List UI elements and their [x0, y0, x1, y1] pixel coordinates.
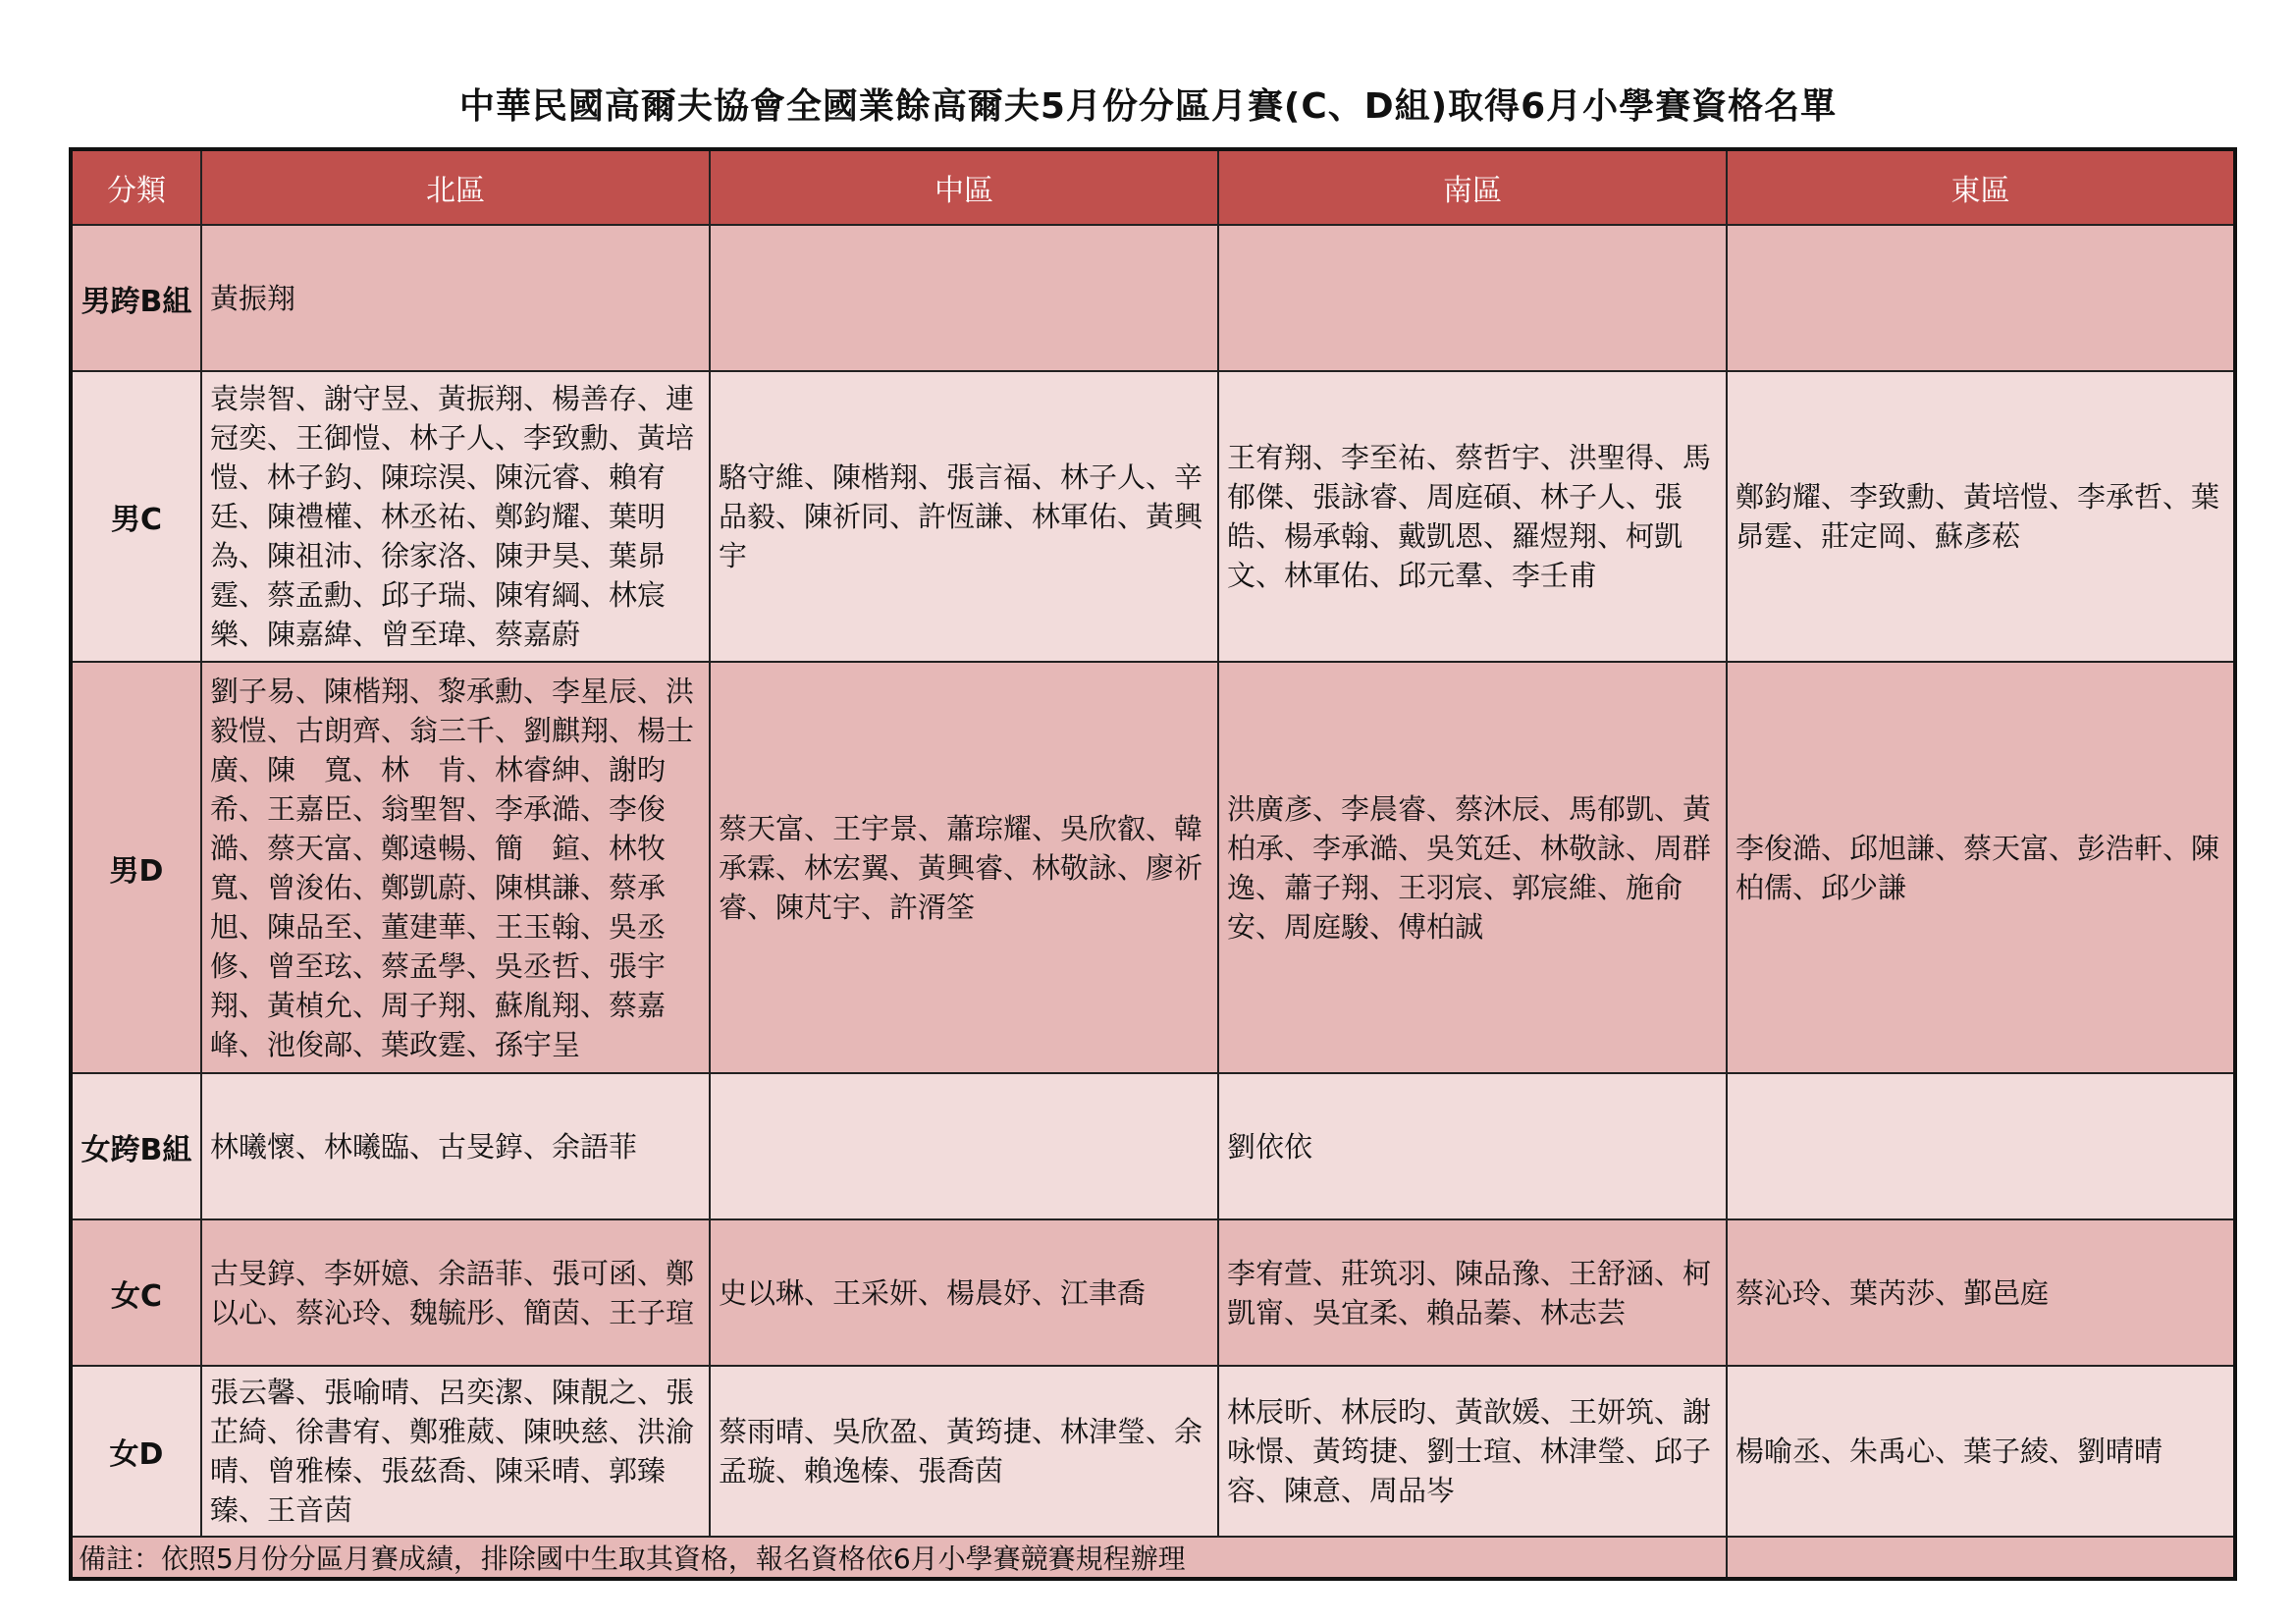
- east-cell: 鄭鈞耀、李致勳、黃培愷、李承哲、葉昴霆、莊定岡、蘇彥菘: [1727, 371, 2235, 662]
- east-cell: 楊喻丞、朱禹心、葉子綾、劉晴晴: [1727, 1366, 2235, 1537]
- header-south: 南區: [1218, 149, 1727, 225]
- central-cell: 蔡雨晴、吳欣盈、黃筠捷、林津瑩、余孟璇、賴逸榛、張喬茵: [710, 1366, 1218, 1537]
- category-cell: 女D: [71, 1366, 201, 1537]
- header-east: 東區: [1727, 149, 2235, 225]
- header-category: 分類: [71, 149, 201, 225]
- table-row: [71, 371, 2235, 662]
- south-cell: [1218, 225, 1727, 371]
- south-cell: 劉依依: [1218, 1073, 1727, 1219]
- east-cell: 李俊澔、邱旭謙、蔡天富、彭浩軒、陳柏儒、邱少謙: [1727, 662, 2235, 1073]
- note-row: [71, 1537, 2235, 1579]
- north-cell: 袁崇智、謝守昱、黃振翔、楊善存、連冠奕、王御愷、林子人、李致勳、黃培愷、林子鈞、陳琮淏、陳沅睿、賴宥廷、陳禮權、林丞祐、鄭鈞耀、葉明為、陳祖沛、徐家洛、陳尹昊、葉昴霆、蔡孟勳、邱子瑞、陳宥綱、林宸樂、陳嘉緯、曾至瑋、蔡嘉蔚: [201, 371, 710, 662]
- south-cell: 李宥萱、莊筑羽、陳品豫、王舒涵、柯凱甯、吳宜柔、賴品蓁、林志芸: [1218, 1219, 1727, 1366]
- note-empty-cell: [1727, 1537, 2235, 1579]
- north-cell: 古旻錞、李妍嬑、余語菲、張可函、鄭以心、蔡沁玲、魏毓彤、簡茵、王子瑄: [201, 1219, 710, 1366]
- category-cell: 男C: [71, 371, 201, 662]
- east-cell: [1727, 1073, 2235, 1219]
- qualification-table: [69, 147, 2237, 1581]
- north-cell: 黃振翔: [201, 225, 710, 371]
- south-cell: 洪廣彥、李晨睿、蔡沐辰、馬郁凱、黃柏承、李承澔、吳笂廷、林敬詠、周群逸、蕭子翔、王羽宸、郭宸維、施俞安、周庭駿、傅柏誠: [1218, 662, 1727, 1073]
- category-cell: 女跨B組: [71, 1073, 201, 1219]
- category-cell: 男跨B組: [71, 225, 201, 371]
- category-cell: 女C: [71, 1219, 201, 1366]
- central-cell: 史以琳、王采妍、楊晨妤、江聿喬: [710, 1219, 1218, 1366]
- category-cell: 男D: [71, 662, 201, 1073]
- header-central: 中區: [710, 149, 1218, 225]
- central-cell: 駱守維、陳楷翔、張言福、林子人、辛品毅、陳祈同、許恆謙、林軍佑、黃興宇: [710, 371, 1218, 662]
- table-row: [71, 1366, 2235, 1537]
- central-cell: [710, 1073, 1218, 1219]
- east-cell: 蔡沁玲、葉芮莎、鄞邑庭: [1727, 1219, 2235, 1366]
- central-cell: 蔡天富、王宇景、蕭琮耀、吳欣叡、韓承霖、林宏翼、黃興睿、林敬詠、廖祈睿、陳芃宇、許湑筌: [710, 662, 1218, 1073]
- document-title: 中華民國高爾夫協會全國業餘高爾夫5月份分區月賽(C、D組)取得6月小學賽資格名單: [458, 86, 1838, 127]
- east-cell: [1727, 225, 2235, 371]
- table-row: [71, 225, 2235, 371]
- north-cell: 林曦懷、林曦臨、古旻錞、余語菲: [201, 1073, 710, 1219]
- north-cell: 張云馨、張喻晴、呂奕潔、陳靚之、張芷綺、徐書宥、鄭雅葳、陳映慈、洪渝晴、曾雅榛、張茲喬、陳采晴、郭臻臻、王音茵: [201, 1366, 710, 1537]
- south-cell: 林辰昕、林辰昀、黃歆媛、王妍筑、謝咏憬、黃筠捷、劉士瑄、林津瑩、邱子容、陳意、周品岑: [1218, 1366, 1727, 1537]
- header-north: 北區: [201, 149, 710, 225]
- central-cell: [710, 225, 1218, 371]
- table-row: [71, 1219, 2235, 1366]
- north-cell: 劉子易、陳楷翔、黎承勳、李星辰、洪毅愷、古朗齊、翁三千、劉麒翔、楊士廣、陳 寬、林 肯、林睿紳、謝昀希、王嘉臣、翁聖智、李承澔、李俊澔、蔡天富、鄭遠暢、簡 鍹、林牧寬、曾浚佑、鄭凱蔚、陳棋謙、蔡承旭、陳品至、董建華、王玉翰、吳丞修、曾至玹、蔡孟學、吳丞哲、張宇翔、黃楨允、周子翔、蘇胤翔、蔡嘉峰、池俊鄗、葉政霆、孫宇呈: [201, 662, 710, 1073]
- header-row: [71, 149, 2235, 225]
- note-text: 備註：依照5月份分區月賽成績，排除國中生取其資格，報名資格依6月小學賽競賽規程辦理: [71, 1537, 1727, 1579]
- table-row: [71, 1073, 2235, 1219]
- table-row: [71, 662, 2235, 1073]
- south-cell: 王宥翔、李至祐、蔡哲宇、洪聖得、馬郁傑、張詠睿、周庭碩、林子人、張 皓、楊承翰、戴凱恩、羅煜翔、柯凱文、林軍佑、邱元羣、李壬甫: [1218, 371, 1727, 662]
